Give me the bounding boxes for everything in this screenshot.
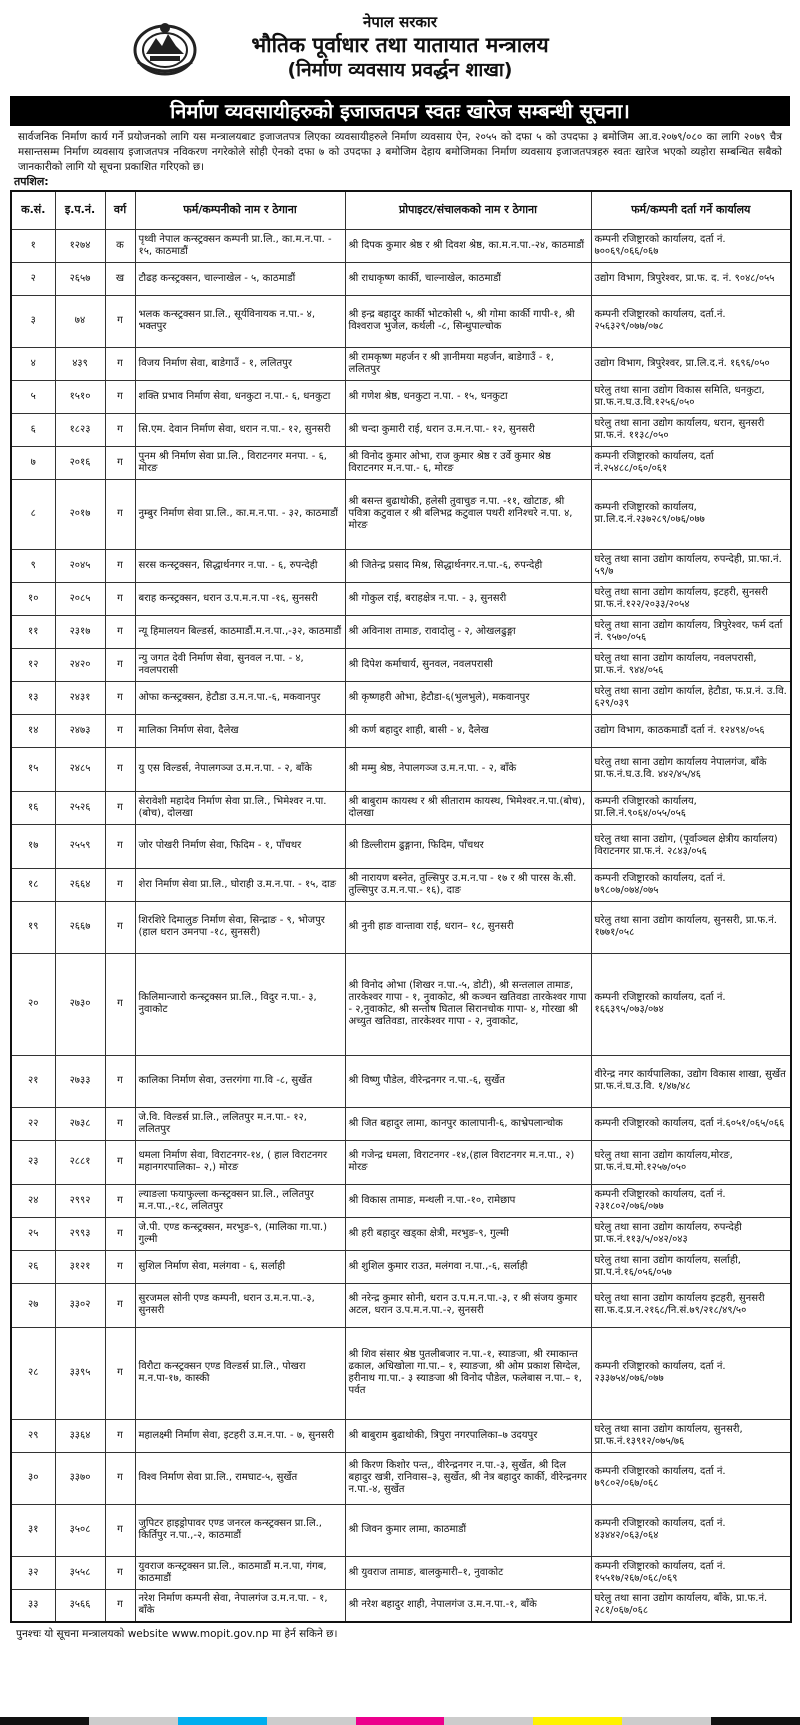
proprietor-cell: श्री गोकुल राई, बराहक्षेत्र न.पा. - ३, सुनसरी [345, 582, 591, 615]
proprietor-cell: श्री नरेश बहादुर शाही, नेपालगंज उ.म.न.पा.-१, बाँके [345, 1589, 591, 1622]
table-row [11, 714, 791, 747]
class-cell: ग [105, 648, 135, 681]
class-cell: ग [105, 1140, 135, 1184]
class-cell: ग [105, 791, 135, 824]
serial-cell: १ [11, 229, 55, 262]
table-row [11, 1419, 791, 1452]
table-row [11, 791, 791, 824]
license-number-cell: २४७३ [55, 714, 105, 747]
class-cell: ग [105, 1452, 135, 1504]
license-number-cell: १५१० [55, 380, 105, 413]
proprietor-cell: श्री शुशिल कुमार राउत, मलंगवा न.पा.,-६, सर्लाही [345, 1250, 591, 1283]
registration-office-cell: कम्पनी रजिष्ट्रारको कार्यालय, दर्ता नं. १६६३९५/०७३/०७४ [591, 953, 791, 1055]
serial-cell: २९ [11, 1419, 55, 1452]
proprietor-cell: श्री नरेन्द्र कुमार सोनी, धरान उ.प.म.न.पा.-३, र श्री संजय कुमार अटल, धरान उ.प.म.न.पा.-२, सुनसरी [345, 1283, 591, 1327]
license-number-cell: २४२० [55, 648, 105, 681]
firm-name-cell: विरौटा कन्स्ट्रक्सन एण्ड विल्डर्स प्रा.लि., पोखरा म.न.पा-१७, कास्की [135, 1327, 345, 1419]
class-cell: ग [105, 681, 135, 714]
registration-office-cell: घरेलु तथा साना उद्योग विकास समिति, धनकुटा, प्रा.फ.न.घ.उ.वि.१२५६/०५० [591, 380, 791, 413]
notice-header [10, 12, 790, 90]
serial-cell: ३१ [11, 1504, 55, 1556]
firm-name-cell: न्यु जगत देवी निर्माण सेवा, सुनवल न.पा. - ४, नवलपरासी [135, 648, 345, 681]
firm-name-cell: पुनम श्री निर्माण सेवा प्रा.लि., विराटनगर मनपा. - ६, मोरङ [135, 446, 345, 479]
proprietor-cell: श्री विष्णु पौडेल, वीरेन्द्रनगर न.पा.-६, सुर्खेत [345, 1055, 591, 1107]
table-row [11, 295, 791, 347]
serial-cell: ९ [11, 549, 55, 582]
serial-cell: २२ [11, 1107, 55, 1140]
table-row [11, 1055, 791, 1107]
serial-cell: २१ [11, 1055, 55, 1107]
registration-office-cell: घरेलु तथा साना उद्योग कार्यालय, सुनसरी, प्रा.फ.नं.१३९१२/०७५/७६ [591, 1419, 791, 1452]
table-row [11, 824, 791, 868]
license-number-cell: २५२६ [55, 791, 105, 824]
firm-name-cell: भलक कन्स्ट्रक्सन प्रा.लि., सूर्यविनायक न.पा.- ४, भक्तपुर [135, 295, 345, 347]
firm-name-cell: सि.एम. देवान निर्माण सेवा, धरान न.पा.- १२, सुनसरी [135, 413, 345, 446]
table-row [11, 953, 791, 1055]
proprietor-cell: श्री बसन्त बुढाथोकी, हलेसी तुवाचुङ न.पा. -११, खोटाङ, श्री पवित्रा कटुवाल र श्री बलिभद्र कटुवाल पथरी शनिश्चरे न.पा. ४, मोरङ [345, 479, 591, 549]
license-number-cell: २६५७ [55, 262, 105, 295]
serial-cell: १० [11, 582, 55, 615]
table-row [11, 1504, 791, 1556]
proprietor-cell: श्री जिवन कुमार लामा, काठमाडौं [345, 1504, 591, 1556]
table-row [11, 446, 791, 479]
class-cell: ग [105, 1055, 135, 1107]
registration-office-cell: घरेलु तथा साना उद्योग कार्यालय नेपालगंज, बाँके प्रा.फ.नं.घ.उ.वि. ४४२/४५/४६ [591, 747, 791, 791]
class-cell: ग [105, 901, 135, 953]
proprietor-cell: श्री रामकृष्ण महर्जन र श्री ज्ञानीमया महर्जन, बाडेगाउँ - १, ललितपुर [345, 347, 591, 380]
class-cell: ग [105, 582, 135, 615]
proprietor-cell: श्री मम्मु श्रेष्ठ, नेपालगञ्ज उ.म.न.पा. - २, बाँके [345, 747, 591, 791]
registration-office-cell: घरेलु तथा साना उद्योग कार्यालय, बाँके, प्रा.फ.नं. २८१/०६७/०६८ [591, 1589, 791, 1622]
print-color-bar [0, 1717, 800, 1725]
license-number-cell: २९९३ [55, 1217, 105, 1250]
firm-name-cell: कालिका निर्माण सेवा, उत्तरगंगा गा.वि -८, सुर्खेत [135, 1055, 345, 1107]
class-cell: ग [105, 1107, 135, 1140]
proprietor-cell: श्री दिपेश कर्माचार्य, सुनवल, नवलपरासी [345, 648, 591, 681]
serial-cell: १६ [11, 791, 55, 824]
firm-name-cell: सुशिल निर्माण सेवा, मलंगवा - ६, सर्लाही [135, 1250, 345, 1283]
registration-office-cell: घरेलु तथा साना उद्योग कार्यालय, इटहरी, सुनसरी प्रा.फ.नं.१२२/२०३३/२०५४ [591, 582, 791, 615]
proprietor-cell: श्री राधाकृष्ण कार्की, चाल्नाखेल, काठमाडौं [345, 262, 591, 295]
class-cell: ग [105, 868, 135, 901]
firm-name-cell: सेरावेशी महादेव निर्माण सेवा प्रा.लि., भिमेश्वर न.पा.(बोच), दोलखा [135, 791, 345, 824]
license-number-cell: १८२३ [55, 413, 105, 446]
table-row [11, 380, 791, 413]
proprietor-cell: श्री बाबुराम बुढाथोकी, त्रिपुरा नगरपालिका–७ उदयपुर [345, 1419, 591, 1452]
class-cell: ग [105, 714, 135, 747]
firm-name-cell: नरेश निर्माण कम्पनी सेवा, नेपालगंज उ.म.न.पा. - १, बाँके [135, 1589, 345, 1622]
registration-office-cell: कम्पनी रजिष्ट्रारको कार्यालय, प्रा.लि.द.नं.२३७२८९/०७६/०७७ [591, 479, 791, 549]
column-header: क.सं. [11, 191, 55, 229]
firm-name-cell: धमला निर्माण सेवा, विराटनगर-१४, ( हाल विराटनगर महानगरपालिका– २,) मोरङ [135, 1140, 345, 1184]
registration-office-cell: कम्पनी रजिष्ट्रारको कार्यालय, दर्ता नं. ७९८०२/०६७/०६८ [591, 1452, 791, 1504]
license-number-cell: २६६४ [55, 868, 105, 901]
serial-cell: ८ [11, 479, 55, 549]
firm-name-cell: ल्याङला फयाफुल्ला कन्स्ट्रक्सन प्रा.लि., ललितपुर म.न.पा.,-१८, ललितपुर [135, 1184, 345, 1217]
registration-office-cell: कम्पनी रजिष्ट्रारको कार्यालय, दर्ता नं.६०५१/०६५/०६६ [591, 1107, 791, 1140]
table-row [11, 868, 791, 901]
proprietor-cell: श्री दिपक कुमार श्रेष्ठ र श्री दिवश श्रेष्ठ, का.म.न.पा.-२४, काठमाडौं [345, 229, 591, 262]
registration-office-cell: उद्योग विभाग, त्रिपुरेश्वर, प्रा.लि.द.नं. १६९६/०५० [591, 347, 791, 380]
registration-office-cell: घरेलु तथा साना उद्योग कार्यालय,मोरङ, प्रा.फ.नं.घ.मो.१२५७/०५० [591, 1140, 791, 1184]
serial-cell: १८ [11, 868, 55, 901]
registration-office-cell: घरेलु तथा साना उद्योग कार्याल, हेटौडा, फ.प्र.नं. उ.वि. ६२९/०३९ [591, 681, 791, 714]
proprietor-cell: श्री चन्दा कुमारी राई, धरान उ.म.न.पा.- १२, सुनसरी [345, 413, 591, 446]
proprietor-cell: श्री किरण किशोर पन्त,, वीरेन्द्रनगर न.पा.-३, सुर्खेत, श्री दिल बहादुर खत्री, रानिवास–३, सुर्खेत, श्री नेत्र बहादुर कार्की, वीरेन्द्रनगर न.पा.-४, सुर्खेत [345, 1452, 591, 1504]
firm-name-cell: मालिका निर्माण सेवा, दैलेख [135, 714, 345, 747]
proprietor-cell: श्री विनोद कुमार ओभा, राज कुमार श्रेष्ठ र उर्वे कुमार श्रेष्ठ विराटनगर म.न.पा.- ६, मोरङ [345, 446, 591, 479]
registration-office-cell: वीरेन्द्र नगर कार्यपालिका, उद्योग विकास शाखा, सुर्खेत प्रा.फ.नं.घ.उ.वि. १/४७/४८ [591, 1055, 791, 1107]
license-number-cell: २०१६ [55, 446, 105, 479]
firm-name-cell: शक्ति प्रभाव निर्माण सेवा, धनकुटा न.पा.- ६, धनकुटा [135, 380, 345, 413]
table-row [11, 615, 791, 648]
license-number-cell: ७४ [55, 295, 105, 347]
intro-paragraph: सार्वजनिक निर्माण कार्य गर्ने प्रयोजनको लागि यस मन्त्रालयबाट इजाजतपत्र लिएका व्यवसायीहरुले निर्माण व्यवसाय ऐन, २०५५ को दफा ५ को उपदफा ३ बमोजिम आ.व.२०७९/०८० का लागि २०७९ चैत्र मसान्तसम्म निर्माण व्यवसाय इजाजतपत्र नविकरण नगरेकोले सोही ऐनको दफा ७ को उपदफा ३ बमोजिम देहाय बमोजिमका निर्माण व्यवसाय इजाजतपत्रहरु स्वतः खारेज भएको व्यहोरा सम्बन्धित सबैको जानकारीको लागि यो सूचना प्रकाशित गरिएको छ। [18, 131, 782, 173]
registration-office-cell: घरेलु तथा साना उद्योग कार्यालय, धरान, सुनसरी प्रा.फ.नं. ११३८/०५० [591, 413, 791, 446]
proprietor-cell: श्री विकास तामाङ, मन्थली न.पा.-१०, रामेछाप [345, 1184, 591, 1217]
proprietor-cell: श्री गणेश श्रेष्ठ, धनकुटा न.पा. - १५, धनकुटा [345, 380, 591, 413]
license-number-cell: २०१७ [55, 479, 105, 549]
firm-name-cell: जोर पोखरी निर्माण सेवा, फिदिम - १, पाँचथर [135, 824, 345, 868]
serial-cell: १५ [11, 747, 55, 791]
license-number-cell: २०८५ [55, 582, 105, 615]
firm-name-cell: जे.पी. एण्ड कन्स्ट्रक्सन, मरभुङ-९, (मालिका गा.पा.) गुल्मी [135, 1217, 345, 1250]
license-number-cell: ३३९५ [55, 1327, 105, 1419]
details-label: तपशिल: [14, 175, 49, 188]
proprietor-cell: श्री शिव संसार श्रेष्ठ पुतलीबजार न.पा.-१, स्याङजा, श्री रमाकान्त ढकाल, अधिखोला गा.पा.– १, स्याङजा, श्री ओम प्रकाश सिग्देल, हरीनाथ गा.पा.- ३ स्याङजा श्री विनोद पौडेल, फलेबास न.पा.– १, पर्वत [345, 1327, 591, 1419]
registration-office-cell: कम्पनी रजिष्ट्रारको कार्यालय, प्रा.लि.नं.९०६४/०५५/०५६ [591, 791, 791, 824]
nepal-emblem-icon [130, 18, 200, 78]
government-title: नेपाल सरकार [363, 13, 437, 31]
serial-cell: ३० [11, 1452, 55, 1504]
table-row [11, 582, 791, 615]
table-row [11, 229, 791, 262]
license-number-cell: २७३८ [55, 1107, 105, 1140]
firm-name-cell: किलिमान्जारो कन्स्ट्रक्सन प्रा.लि., विदुर न.पा.- ३, नुवाकोट [135, 953, 345, 1055]
class-cell: ख [105, 262, 135, 295]
class-cell: ग [105, 1327, 135, 1419]
proprietor-cell: श्री अविनाश तामाङ, रावादोलु - २, ओखलढुङ्गा [345, 615, 591, 648]
serial-cell: ३२ [11, 1556, 55, 1589]
firm-name-cell: बराह कन्स्ट्रक्सन, धरान उ.प.म.न.पा -१६, सुनसरी [135, 582, 345, 615]
serial-cell: १९ [11, 901, 55, 953]
registration-office-cell: कम्पनी रजिष्ट्रारको कार्यालय, दर्ता नं. ४३४४२/०६३/०६४ [591, 1504, 791, 1556]
firm-name-cell: यु एस विल्डर्स, नेपालगञ्ज उ.म.न.पा. - २, बाँके [135, 747, 345, 791]
serial-cell: ३३ [11, 1589, 55, 1622]
table-row [11, 262, 791, 295]
firm-name-cell: विश्व निर्माण सेवा प्रा.लि., रामघाट-५, सुर्खेत [135, 1452, 345, 1504]
registration-office-cell: कम्पनी रजिष्ट्रारको कार्यालय, दर्ता नं. २३३७५४/०७६/०७७ [591, 1327, 791, 1419]
class-cell: ग [105, 446, 135, 479]
table-row [11, 549, 791, 582]
class-cell: ग [105, 380, 135, 413]
registration-office-cell: उद्योग विभाग, त्रिपुरेश्वर, प्रा.फ. द. नं. ९०४८/०५५ [591, 262, 791, 295]
registration-office-cell: घरेलु तथा साना उद्योग कार्यालय, रुपन्देही, प्रा.फा.नं. ५९/७ [591, 549, 791, 582]
class-cell: ग [105, 347, 135, 380]
registration-office-cell: कम्पनी रजिष्ट्रारको कार्यालय, दर्ता नं. ७००६९/०६६/०६७ [591, 229, 791, 262]
class-cell: ग [105, 615, 135, 648]
table-row [11, 1556, 791, 1589]
license-number-cell: २७३३ [55, 1055, 105, 1107]
license-number-cell: ४३९ [55, 347, 105, 380]
firm-name-cell: टौढह कन्स्ट्रक्सन, चाल्नाखेल - ५, काठमाडौं [135, 262, 345, 295]
firm-name-cell: महालक्ष्मी निर्माण सेवा, इटहरी उ.म.न.पा. - ७, सुनसरी [135, 1419, 345, 1452]
firm-name-cell: ओफा कन्स्ट्रक्सन, हेटौडा उ.म.न.पा.-६, मकवानपुर [135, 681, 345, 714]
table-row [11, 1140, 791, 1184]
branch-title: (निर्माण व्यवसाय प्रवर्द्धन शाखा) [287, 59, 513, 81]
table-row [11, 901, 791, 953]
license-number-cell: ३१२१ [55, 1250, 105, 1283]
firm-name-cell: शेरा निर्माण सेवा प्रा.लि., घोराही उ.म.न.पा. - १५, दाङ [135, 868, 345, 901]
registration-office-cell: घरेलु तथा साना उद्योग कार्यालय, सर्लाही, प्रा.प.नं.१६/०५६/०५७ [591, 1250, 791, 1283]
license-number-cell: २५५९ [55, 824, 105, 868]
license-number-cell: ३३०२ [55, 1283, 105, 1327]
column-header: वर्ग [105, 191, 135, 229]
serial-cell: २५ [11, 1217, 55, 1250]
registration-office-cell: कम्पनी रजिष्ट्रारको कार्यालय, दर्ता नं.२५४८८/०६०/०६१ [591, 446, 791, 479]
license-number-cell: २९९२ [55, 1184, 105, 1217]
license-number-cell: २३१७ [55, 615, 105, 648]
class-cell: ग [105, 1589, 135, 1622]
proprietor-cell: श्री डिल्लीराम ढुङ्गाना, फिदिम, पाँचथर [345, 824, 591, 868]
firm-name-cell: नुम्बुर निर्माण सेवा प्रा.लि., का.म.न.पा. - ३२, काठमाडौं [135, 479, 345, 549]
registration-office-cell: घरेलु तथा साना उद्योग कार्यालय, नवलपरासी, प्रा.फ.नं. ९४४/०५६ [591, 648, 791, 681]
class-cell: ग [105, 747, 135, 791]
registration-office-cell: कम्पनी रजिष्ट्रारको कार्यालय, दर्ता नं. ७९८०७/०७४/०७५ [591, 868, 791, 901]
proprietor-cell: श्री बाबुराम कायस्थ र श्री सीताराम कायस्थ, भिमेश्वर.न.पा.(बोच), दोलखा [345, 791, 591, 824]
serial-cell: ७ [11, 446, 55, 479]
firm-name-cell: शिरशिरे दिमालुङ निर्माण सेवा, सिन्द्राङ - ९, भोजपुर (हाल धरान उमनपा -१८, सुनसरी) [135, 901, 345, 953]
table-row [11, 413, 791, 446]
serial-cell: ३ [11, 295, 55, 347]
table-row [11, 1184, 791, 1217]
registration-office-cell: घरेलु तथा साना उद्योग कार्यालय, त्रिपुरेश्वर, फर्म दर्ता नं. ९५७०/०५६ [591, 615, 791, 648]
firm-name-cell: पृथ्वी नेपाल कन्स्ट्रक्सन कम्पनी प्रा.लि., का.म.न.पा. - १५, काठमाडौं [135, 229, 345, 262]
table-row [11, 1217, 791, 1250]
serial-cell: ४ [11, 347, 55, 380]
license-number-cell: २०४५ [55, 549, 105, 582]
serial-cell: २४ [11, 1184, 55, 1217]
column-header: फर्म/कम्पनीको नाम र ठेगाना [135, 191, 345, 229]
firm-name-cell: सरस कन्स्ट्रक्सन, सिद्धार्थनगर न.पा. - ६, रुपन्देही [135, 549, 345, 582]
license-number-cell: २६६७ [55, 901, 105, 953]
class-cell: ग [105, 413, 135, 446]
registration-office-cell: घरेलु तथा साना उद्योग, (पूर्वाञ्चल क्षेत्रीय कार्यालय) विराटनगर प्रा.फ.नं. २८४३/०५६ [591, 824, 791, 868]
serial-cell: २३ [11, 1140, 55, 1184]
license-number-cell: २४८५ [55, 747, 105, 791]
registration-office-cell: कम्पनी रजिष्ट्रारको कार्यालय, दर्ता नं. २३१८०२/०७६/०७७ [591, 1184, 791, 1217]
license-number-cell: २४३१ [55, 681, 105, 714]
firm-name-cell: विजय निर्माण सेवा, बाडेगाउँ - १, ललितपुर [135, 347, 345, 380]
column-header: इ.प.नं. [55, 191, 105, 229]
class-cell: क [105, 229, 135, 262]
class-cell: ग [105, 953, 135, 1055]
proprietor-cell: श्री कर्ण बहादुर शाही, बासी - ४, दैलेख [345, 714, 591, 747]
class-cell: ग [105, 1250, 135, 1283]
table-row [11, 747, 791, 791]
proprietor-cell: श्री जित बहादुर लामा, कानपुर कालापानी-६, काभ्रेपलान्चोक [345, 1107, 591, 1140]
firm-name-cell: युवराज कन्स्ट्रक्सन प्रा.लि., काठमाडौं म.न.पा, गंगब, काठमाडौं [135, 1556, 345, 1589]
serial-cell: २७ [11, 1283, 55, 1327]
firm-name-cell: जुपिटर हाइड्रोपावर एण्ड जनरल कन्स्ट्रक्सन प्रा.लि., किर्तिपुर न.पा.,-२, काठमाडौं [135, 1504, 345, 1556]
serial-cell: २० [11, 953, 55, 1055]
serial-cell: १३ [11, 681, 55, 714]
proprietor-cell: श्री कृष्णहरी ओभा, हेटौडा-६(भुलभुले), मकवानपुर [345, 681, 591, 714]
class-cell: ग [105, 1217, 135, 1250]
serial-cell: ६ [11, 413, 55, 446]
proprietor-cell: श्री युवराज तामाङ, बालकुमारी–१, नुवाकोट [345, 1556, 591, 1589]
license-number-cell: २७३० [55, 953, 105, 1055]
class-cell: ग [105, 1184, 135, 1217]
registration-office-cell: घरेलु तथा साना उद्योग कार्यालय, सुनसरी, प्रा.फ.नं. १७७१/०५८ [591, 901, 791, 953]
serial-cell: २६ [11, 1250, 55, 1283]
table-row [11, 479, 791, 549]
license-number-cell: ३५०८ [55, 1504, 105, 1556]
serial-cell: ५ [11, 380, 55, 413]
table-row [11, 1589, 791, 1622]
serial-cell: १७ [11, 824, 55, 868]
serial-cell: १२ [11, 648, 55, 681]
firm-name-cell: जे.वि. विल्डर्स प्रा.लि., ललितपुर म.न.पा.- १२, ललितपुर [135, 1107, 345, 1140]
class-cell: ग [105, 1556, 135, 1589]
notice-banner: निर्माण व्यवसायीहरुको इजाजतपत्र स्वतः खारेज सम्बन्धी सूचना। [10, 96, 790, 126]
license-number-cell: १२७४ [55, 229, 105, 262]
license-number-cell: ३५५८ [55, 1556, 105, 1589]
serial-cell: २८ [11, 1327, 55, 1419]
class-cell: ग [105, 549, 135, 582]
table-row [11, 1327, 791, 1419]
table-row [11, 1452, 791, 1504]
column-header: प्रोपाइटर/संचालकको नाम र ठेगाना [345, 191, 591, 229]
serial-cell: २ [11, 262, 55, 295]
serial-cell: १४ [11, 714, 55, 747]
proprietor-cell: श्री जितेन्द्र प्रसाद मिश्र, सिद्धार्थनगर.न.पा.-६, रुपन्देही [345, 549, 591, 582]
serial-cell: ११ [11, 615, 55, 648]
proprietor-cell: श्री विनोद ओभा (शिखर न.पा.-५, डोटी), श्री सन्तलाल तामाङ, तारकेश्वर गापा - १, नुवाकोट, श्री कञ्चन खतिवडा तारकेश्वर गापा - २,नुवाकोट, श्री सन्तोष घिताल सिरानचोक गापा- ४, गोरखा श्री अच्युत खतिवडा, तारकेश्वर गापा - २, नुवाकोट, [345, 953, 591, 1055]
registration-office-cell: कम्पनी रजिष्ट्रारको कार्यालय, दर्ता.नं. २५६३२९/०७७/०७८ [591, 295, 791, 347]
proprietor-cell: श्री इन्द्र बहादुर कार्की भोटकोसी ५, श्री गोमा कार्की गापी-१, श्री विश्वराज भुजेल, कर्थली -८, सिन्धुपाल्चोक [345, 295, 591, 347]
class-cell: ग [105, 1419, 135, 1452]
registration-office-cell: उद्योग विभाग, काठकमाडौं दर्ता नं. १२४९४/०५६ [591, 714, 791, 747]
license-number-cell: २८८१ [55, 1140, 105, 1184]
table-row [11, 681, 791, 714]
firm-name-cell: न्यू हिमालयन बिल्डर्स, काठमाडौं.म.न.पा.,-३२, काठमाडौं [135, 615, 345, 648]
class-cell: ग [105, 479, 135, 549]
class-cell: ग [105, 824, 135, 868]
footer-note: पुनश्चः यो सूचना मन्त्रालयको website www.mopit.gov.np मा हेर्न सकिने छ। [16, 1628, 338, 1640]
table-row [11, 347, 791, 380]
proprietor-cell: श्री नारायण बस्नेत, तुल्सिपुर उ.म.न.पा - १७ र श्री पारस के.सी. तुल्सिपुर उ.म.न.पा.- १६), दाङ [345, 868, 591, 901]
table-header-row [11, 191, 791, 229]
table-row [11, 1250, 791, 1283]
ministry-title: भौतिक पूर्वाधार तथा यातायात मन्त्रालय [251, 33, 549, 57]
column-header: फर्म/कम्पनी दर्ता गर्ने कार्यालय [591, 191, 791, 229]
license-number-cell: ३३७० [55, 1452, 105, 1504]
proprietor-cell: श्री हरी बहादुर खड्का क्षेत्री, मरभुङ-९, गुल्मी [345, 1217, 591, 1250]
registration-office-cell: घरेलु तथा साना उद्योग कार्यालय इटहरी, सुनसरी सा.फ.द.प्र.न.२१६८/नि.सं.७९/२१८/४९/५० [591, 1283, 791, 1327]
table-row [11, 648, 791, 681]
license-number-cell: ३५६६ [55, 1589, 105, 1622]
license-number-cell: ३३६४ [55, 1419, 105, 1452]
proprietor-cell: श्री गजेन्द्र धमला, विराटनगर -१४,(हाल विराटनगर म.न.पा., २) मोरङ [345, 1140, 591, 1184]
proprietor-cell: श्री नुनी हाङ वान्तावा राई, धरान– १८, सुनसरी [345, 901, 591, 953]
firm-name-cell: सुरजमल सोनी एण्ड कम्पनी, धरान उ.म.न.पा.-३, सुनसरी [135, 1283, 345, 1327]
license-table [10, 190, 792, 1623]
registration-office-cell: घरेलु तथा साना उद्योग कार्यालय, रुपन्देही प्रा.फ.नं.११३/५/०४२/०४३ [591, 1217, 791, 1250]
class-cell: ग [105, 1504, 135, 1556]
class-cell: ग [105, 1283, 135, 1327]
table-row [11, 1283, 791, 1327]
class-cell: ग [105, 295, 135, 347]
table-row [11, 1107, 791, 1140]
registration-office-cell: कम्पनी रजिष्ट्रारको कार्यालय, दर्ता नं. १५५१७/२६७/०६८/०६९ [591, 1556, 791, 1589]
